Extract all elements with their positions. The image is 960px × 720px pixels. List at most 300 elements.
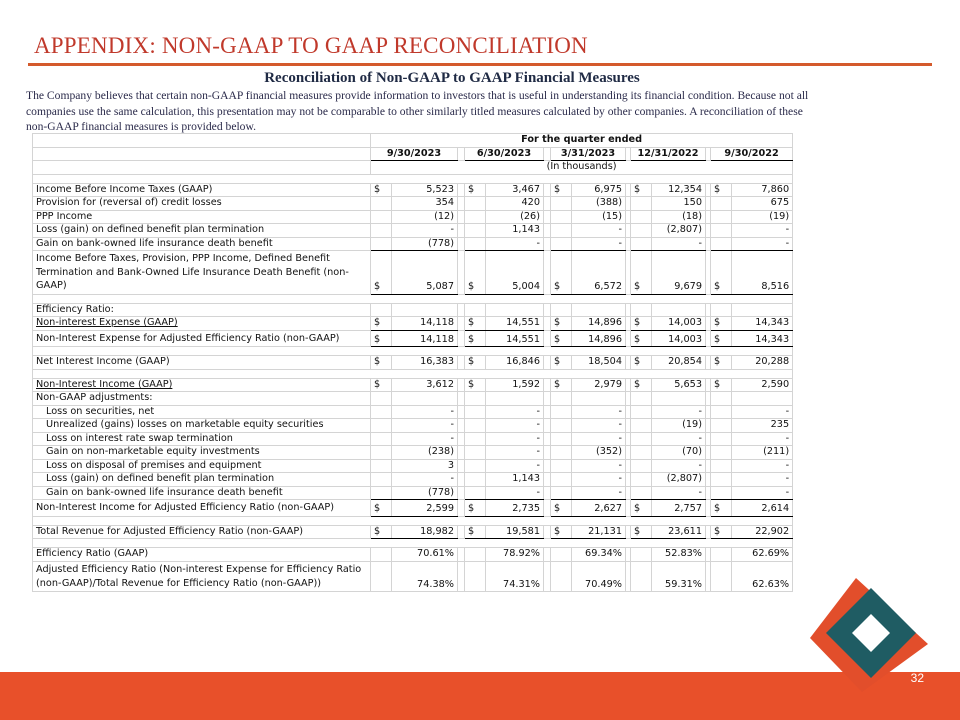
- row-label: [33, 251, 371, 295]
- currency-symbol: $: [551, 183, 572, 197]
- currency-symbol: [551, 237, 572, 251]
- table-row: [33, 330, 793, 347]
- currency-symbol: [371, 405, 392, 419]
- currency-symbol: [465, 459, 486, 473]
- currency-symbol: [631, 459, 652, 473]
- title-divider: [28, 63, 932, 66]
- cell-value: 7,860: [732, 183, 793, 197]
- currency-symbol: [465, 405, 486, 419]
- currency-symbol: [631, 237, 652, 251]
- cell-value: 62.63%: [732, 561, 793, 591]
- currency-symbol: [711, 548, 732, 562]
- cell-value: -: [572, 419, 626, 433]
- cell-value: -: [486, 432, 544, 446]
- currency-symbol: [631, 197, 652, 211]
- cell-value: 8,516: [732, 251, 793, 295]
- row-label: [33, 356, 371, 370]
- cell-value: 20,854: [652, 356, 706, 370]
- cell-value: 74.31%: [486, 561, 544, 591]
- row-label: [33, 419, 371, 433]
- currency-symbol: [551, 548, 572, 562]
- currency-symbol: [631, 432, 652, 446]
- cell-value: 420: [486, 197, 544, 211]
- currency-symbol: $: [465, 378, 486, 392]
- cell-value: (70): [652, 446, 706, 460]
- currency-symbol: [465, 486, 486, 500]
- cell-value: 14,003: [652, 317, 706, 331]
- row-label-text: Non-interest Expense (GAAP): [36, 317, 178, 329]
- row-label-text: Gain on bank-owned life insurance death benefit: [46, 486, 283, 498]
- currency-symbol: [551, 197, 572, 211]
- table-row: [33, 251, 793, 295]
- table-row: [33, 224, 793, 238]
- currency-symbol: $: [631, 500, 652, 517]
- cell-value: (18): [652, 210, 706, 224]
- currency-symbol: $: [711, 378, 732, 392]
- cell-value: (12): [392, 210, 458, 224]
- currency-symbol: [711, 432, 732, 446]
- table-row: [33, 500, 793, 517]
- row-label-text: Loss (gain) on defined benefit plan termination: [36, 224, 265, 235]
- currency-symbol: [465, 419, 486, 433]
- currency-symbol: [631, 486, 652, 500]
- currency-symbol: [465, 561, 486, 591]
- currency-symbol: [631, 473, 652, 487]
- cell-value: -: [732, 486, 793, 500]
- table-row: [33, 317, 793, 331]
- col-header-1: 9/30/2023: [371, 147, 458, 161]
- cell-value: -: [392, 473, 458, 487]
- cell-value: -: [572, 237, 626, 251]
- cell-value: -: [572, 405, 626, 419]
- row-label: [33, 183, 371, 197]
- currency-symbol: [631, 224, 652, 238]
- row-label-text: Efficiency Ratio:: [36, 303, 114, 315]
- cell-value: (211): [732, 446, 793, 460]
- currency-symbol: [631, 446, 652, 460]
- currency-symbol: [551, 210, 572, 224]
- currency-symbol: $: [371, 356, 392, 370]
- cell-value: -: [732, 237, 793, 251]
- cell-value: (2,807): [652, 224, 706, 238]
- cell-value: -: [392, 419, 458, 433]
- cell-value: 2,735: [486, 500, 544, 517]
- cell-value: 19,581: [486, 525, 544, 539]
- row-label: [33, 525, 371, 539]
- cell-value: (352): [572, 446, 626, 460]
- table-row: [33, 356, 793, 370]
- table-row: [33, 210, 793, 224]
- row-label: [33, 224, 371, 238]
- reconciliation-table: [32, 133, 793, 592]
- cell-value: 14,343: [732, 317, 793, 331]
- row-label: [33, 548, 371, 562]
- cell-value: 6,572: [572, 251, 626, 295]
- currency-symbol: [465, 197, 486, 211]
- currency-symbol: $: [631, 378, 652, 392]
- currency-symbol: [465, 224, 486, 238]
- currency-symbol: [371, 224, 392, 238]
- cell-value: 14,896: [572, 330, 626, 347]
- row-label-text: Income Before Income Taxes (GAAP): [36, 183, 213, 195]
- currency-symbol: [371, 210, 392, 224]
- currency-symbol: [465, 210, 486, 224]
- cell-value: 21,131: [572, 525, 626, 539]
- currency-symbol: [465, 432, 486, 446]
- table-row: [33, 446, 793, 460]
- row-label: [33, 317, 371, 331]
- row-label-text: PPP Income: [36, 210, 93, 222]
- cell-value: (778): [392, 237, 458, 251]
- row-label: [33, 446, 371, 460]
- cell-value: -: [392, 405, 458, 419]
- currency-symbol: $: [551, 251, 572, 295]
- cell-value: 354: [392, 197, 458, 211]
- cell-value: -: [732, 405, 793, 419]
- cell-value: (778): [392, 486, 458, 500]
- cell-value: 5,523: [392, 183, 458, 197]
- spacer-row: [33, 369, 793, 378]
- currency-symbol: $: [551, 330, 572, 347]
- cell-value: (19): [652, 419, 706, 433]
- table-row: [33, 405, 793, 419]
- cell-value: -: [486, 486, 544, 500]
- cell-value: 3,612: [392, 378, 458, 392]
- cell-value: 1,143: [486, 473, 544, 487]
- cell-value: 16,383: [392, 356, 458, 370]
- table-row: [33, 486, 793, 500]
- row-label-text: Efficiency Ratio (GAAP): [36, 548, 149, 560]
- currency-symbol: $: [631, 356, 652, 370]
- table-row: [33, 378, 793, 392]
- currency-symbol: $: [711, 356, 732, 370]
- currency-symbol: [551, 446, 572, 460]
- cell-value: 14,896: [572, 317, 626, 331]
- row-label-text: Loss on interest rate swap termination: [46, 432, 233, 444]
- cell-value: 14,343: [732, 330, 793, 347]
- currency-symbol: $: [371, 251, 392, 295]
- currency-symbol: [465, 237, 486, 251]
- period-header: For the quarter ended: [371, 134, 793, 148]
- currency-symbol: $: [711, 500, 732, 517]
- table-row: [33, 392, 793, 406]
- row-label: [33, 432, 371, 446]
- currency-symbol: [711, 419, 732, 433]
- currency-symbol: $: [551, 500, 572, 517]
- row-label-text: Income Before Taxes, Provision, PPP Income, Defined Benefit Termination and Bank-Owned Life Insurance Death Benefit (non-GAAP): [36, 253, 349, 292]
- currency-symbol: [711, 446, 732, 460]
- row-label: [33, 330, 371, 347]
- cell-value: -: [732, 432, 793, 446]
- currency-symbol: [711, 405, 732, 419]
- cell-value: 3: [392, 459, 458, 473]
- col-header-3: 3/31/2023: [551, 147, 626, 161]
- cell-value: 12,354: [652, 183, 706, 197]
- currency-symbol: [631, 405, 652, 419]
- cell-value: (19): [732, 210, 793, 224]
- currency-symbol: [551, 486, 572, 500]
- currency-symbol: [465, 473, 486, 487]
- currency-symbol: $: [465, 251, 486, 295]
- header-row-dates: [33, 147, 793, 161]
- spacer-row: [33, 294, 793, 303]
- currency-symbol: [371, 419, 392, 433]
- currency-symbol: $: [711, 317, 732, 331]
- table-row: [33, 432, 793, 446]
- cell-value: 59.31%: [652, 561, 706, 591]
- col-header-2: 6/30/2023: [465, 147, 544, 161]
- cell-value: (388): [572, 197, 626, 211]
- intro-paragraph: The Company believes that certain non-GAAP financial measures provide information to investors that is useful in understanding its financial condition. Because not all companies use the same calculation, this presentation may not be comparable to other similarly titled measures calculated by other companies. A reconciliation of these non-GAAP financial measures is provided below.: [26, 89, 809, 133]
- currency-symbol: [631, 561, 652, 591]
- cell-value: 235: [732, 419, 793, 433]
- cell-value: -: [572, 486, 626, 500]
- cell-value: 20,288: [732, 356, 793, 370]
- currency-symbol: [631, 419, 652, 433]
- cell-value: 22,902: [732, 525, 793, 539]
- currency-symbol: $: [371, 183, 392, 197]
- cell-value: -: [652, 405, 706, 419]
- row-label: [33, 392, 371, 406]
- cell-value: 9,679: [652, 251, 706, 295]
- cell-value: -: [486, 419, 544, 433]
- col-header-5: 9/30/2022: [711, 147, 793, 161]
- currency-symbol: $: [711, 251, 732, 295]
- currency-symbol: [371, 459, 392, 473]
- cell-value: -: [486, 459, 544, 473]
- cell-value: 16,846: [486, 356, 544, 370]
- cell-value: 1,592: [486, 378, 544, 392]
- table-row: [33, 419, 793, 433]
- currency-symbol: [371, 197, 392, 211]
- row-label-text: Loss (gain) on defined benefit plan termination: [46, 473, 275, 485]
- page-number: 32: [910, 671, 924, 685]
- header-row-period: [33, 134, 793, 148]
- cell-value: -: [732, 224, 793, 238]
- currency-symbol: [711, 237, 732, 251]
- table-row: [33, 459, 793, 473]
- cell-value: (15): [572, 210, 626, 224]
- currency-symbol: [711, 197, 732, 211]
- currency-symbol: [371, 548, 392, 562]
- currency-symbol: $: [371, 525, 392, 539]
- currency-symbol: [551, 405, 572, 419]
- cell-value: 14,551: [486, 317, 544, 331]
- currency-symbol: $: [551, 525, 572, 539]
- cell-value: 18,982: [392, 525, 458, 539]
- cell-value: 74.38%: [392, 561, 458, 591]
- currency-symbol: [711, 473, 732, 487]
- row-label: [33, 303, 371, 317]
- row-label: [33, 561, 371, 591]
- cell-value: -: [392, 432, 458, 446]
- currency-symbol: [551, 561, 572, 591]
- currency-symbol: [631, 210, 652, 224]
- cell-value: 69.34%: [572, 548, 626, 562]
- spacer-row: [33, 516, 793, 525]
- cell-value: 150: [652, 197, 706, 211]
- cell-value: 14,003: [652, 330, 706, 347]
- currency-symbol: $: [371, 500, 392, 517]
- currency-symbol: [551, 419, 572, 433]
- row-label-text: Total Revenue for Adjusted Efficiency Ratio (non-GAAP): [36, 525, 304, 537]
- currency-symbol: [465, 548, 486, 562]
- cell-value: 5,004: [486, 251, 544, 295]
- row-label: [33, 378, 371, 392]
- currency-symbol: $: [631, 317, 652, 331]
- spacer-row: [33, 174, 793, 183]
- currency-symbol: [551, 459, 572, 473]
- cell-value: 2,590: [732, 378, 793, 392]
- currency-symbol: $: [371, 317, 392, 331]
- row-label: [33, 486, 371, 500]
- currency-symbol: $: [465, 330, 486, 347]
- cell-value: -: [652, 432, 706, 446]
- row-label-text: Loss on disposal of premises and equipment: [46, 459, 262, 471]
- cell-value: 14,551: [486, 330, 544, 347]
- currency-symbol: $: [551, 356, 572, 370]
- row-label-text: Loss on securities, net: [46, 405, 155, 417]
- currency-symbol: $: [631, 183, 652, 197]
- currency-symbol: [551, 432, 572, 446]
- currency-symbol: $: [465, 183, 486, 197]
- row-label-text: Net Interest Income (GAAP): [36, 356, 170, 368]
- currency-symbol: [371, 432, 392, 446]
- cell-value: -: [572, 473, 626, 487]
- currency-symbol: $: [631, 251, 652, 295]
- currency-symbol: [711, 210, 732, 224]
- section-subtitle: [0, 70, 904, 87]
- cell-value: -: [486, 446, 544, 460]
- row-label-text: Gain on bank-owned life insurance death benefit: [36, 237, 273, 249]
- cell-value: -: [486, 405, 544, 419]
- cell-value: -: [486, 237, 544, 251]
- currency-symbol: [551, 473, 572, 487]
- row-label: [33, 473, 371, 487]
- cell-value: -: [572, 432, 626, 446]
- cell-value: -: [392, 224, 458, 238]
- cell-value: (2,807): [652, 473, 706, 487]
- cell-value: 14,118: [392, 330, 458, 347]
- table-row: [33, 548, 793, 562]
- currency-symbol: $: [711, 525, 732, 539]
- cell-value: 2,627: [572, 500, 626, 517]
- currency-symbol: [711, 561, 732, 591]
- cell-value: 3,467: [486, 183, 544, 197]
- cell-value: -: [652, 237, 706, 251]
- cell-value: 2,979: [572, 378, 626, 392]
- cell-value: 23,611: [652, 525, 706, 539]
- cell-value: -: [652, 486, 706, 500]
- cell-value: 78.92%: [486, 548, 544, 562]
- currency-symbol: $: [465, 525, 486, 539]
- cell-value: 5,653: [652, 378, 706, 392]
- currency-symbol: $: [631, 525, 652, 539]
- currency-symbol: [371, 561, 392, 591]
- cell-value: -: [732, 473, 793, 487]
- row-label: [33, 197, 371, 211]
- currency-symbol: $: [465, 500, 486, 517]
- currency-symbol: $: [551, 317, 572, 331]
- cell-value: 1,143: [486, 224, 544, 238]
- spacer-row: [33, 539, 793, 548]
- currency-symbol: $: [711, 330, 732, 347]
- cell-value: 2,757: [652, 500, 706, 517]
- cell-value: -: [652, 459, 706, 473]
- cell-value: 6,975: [572, 183, 626, 197]
- row-label: [33, 405, 371, 419]
- row-label: [33, 237, 371, 251]
- cell-value: 62.69%: [732, 548, 793, 562]
- cell-value: -: [732, 459, 793, 473]
- row-label: [33, 459, 371, 473]
- spacer-row: [33, 347, 793, 356]
- row-label-text: Provision for (reversal of) credit losses: [36, 197, 222, 208]
- cell-value: 2,614: [732, 500, 793, 517]
- subtitle-text: Reconciliation of Non-GAAP to GAAP Financial Measures: [264, 70, 640, 86]
- row-label-text: Non-Interest Expense for Adjusted Efficiency Ratio (non-GAAP): [36, 332, 340, 344]
- table-row: [33, 561, 793, 591]
- cell-value: 675: [732, 197, 793, 211]
- cell-value: (238): [392, 446, 458, 460]
- row-label-text: Non-Interest Income (GAAP): [36, 378, 173, 390]
- table-row: [33, 525, 793, 539]
- page-title: APPENDIX: NON-GAAP TO GAAP RECONCILIATION: [34, 33, 588, 58]
- row-label-text: Adjusted Efficiency Ratio (Non-interest Expense for Efficiency Ratio (non-GAAP)/Total Revenue for Efficiency Ratio (non-GAAP)): [36, 563, 362, 589]
- currency-symbol: $: [551, 378, 572, 392]
- header-row-units: [33, 161, 793, 175]
- currency-symbol: [711, 224, 732, 238]
- row-label-text: Gain on non-marketable equity investments: [46, 446, 260, 458]
- col-header-4: 12/31/2022: [631, 147, 706, 161]
- currency-symbol: [631, 548, 652, 562]
- company-logo-icon: [808, 572, 930, 694]
- table-row: [33, 197, 793, 211]
- currency-symbol: [371, 237, 392, 251]
- currency-symbol: $: [465, 356, 486, 370]
- currency-symbol: [371, 473, 392, 487]
- cell-value: (26): [486, 210, 544, 224]
- cell-value: 70.49%: [572, 561, 626, 591]
- row-label: [33, 210, 371, 224]
- cell-value: 14,118: [392, 317, 458, 331]
- table-row: [33, 237, 793, 251]
- currency-symbol: $: [465, 317, 486, 331]
- currency-symbol: $: [371, 378, 392, 392]
- table-row: [33, 473, 793, 487]
- cell-value: -: [572, 459, 626, 473]
- currency-symbol: [711, 459, 732, 473]
- currency-symbol: [465, 446, 486, 460]
- currency-symbol: [371, 486, 392, 500]
- currency-symbol: [551, 224, 572, 238]
- cell-value: 18,504: [572, 356, 626, 370]
- currency-symbol: $: [711, 183, 732, 197]
- table-row: [33, 183, 793, 197]
- units-label: (In thousands): [371, 161, 793, 175]
- row-label: [33, 500, 371, 517]
- cell-value: 2,599: [392, 500, 458, 517]
- currency-symbol: [371, 446, 392, 460]
- table-row: [33, 303, 793, 317]
- currency-symbol: $: [371, 330, 392, 347]
- cell-value: -: [572, 224, 626, 238]
- row-label-text: Non-Interest Income for Adjusted Efficiency Ratio (non-GAAP): [36, 502, 334, 514]
- cell-value: 70.61%: [392, 548, 458, 562]
- cell-value: 52.83%: [652, 548, 706, 562]
- row-label-text: Unrealized (gains) losses on marketable equity securities: [46, 419, 324, 431]
- row-label-text: Non-GAAP adjustments:: [36, 392, 153, 404]
